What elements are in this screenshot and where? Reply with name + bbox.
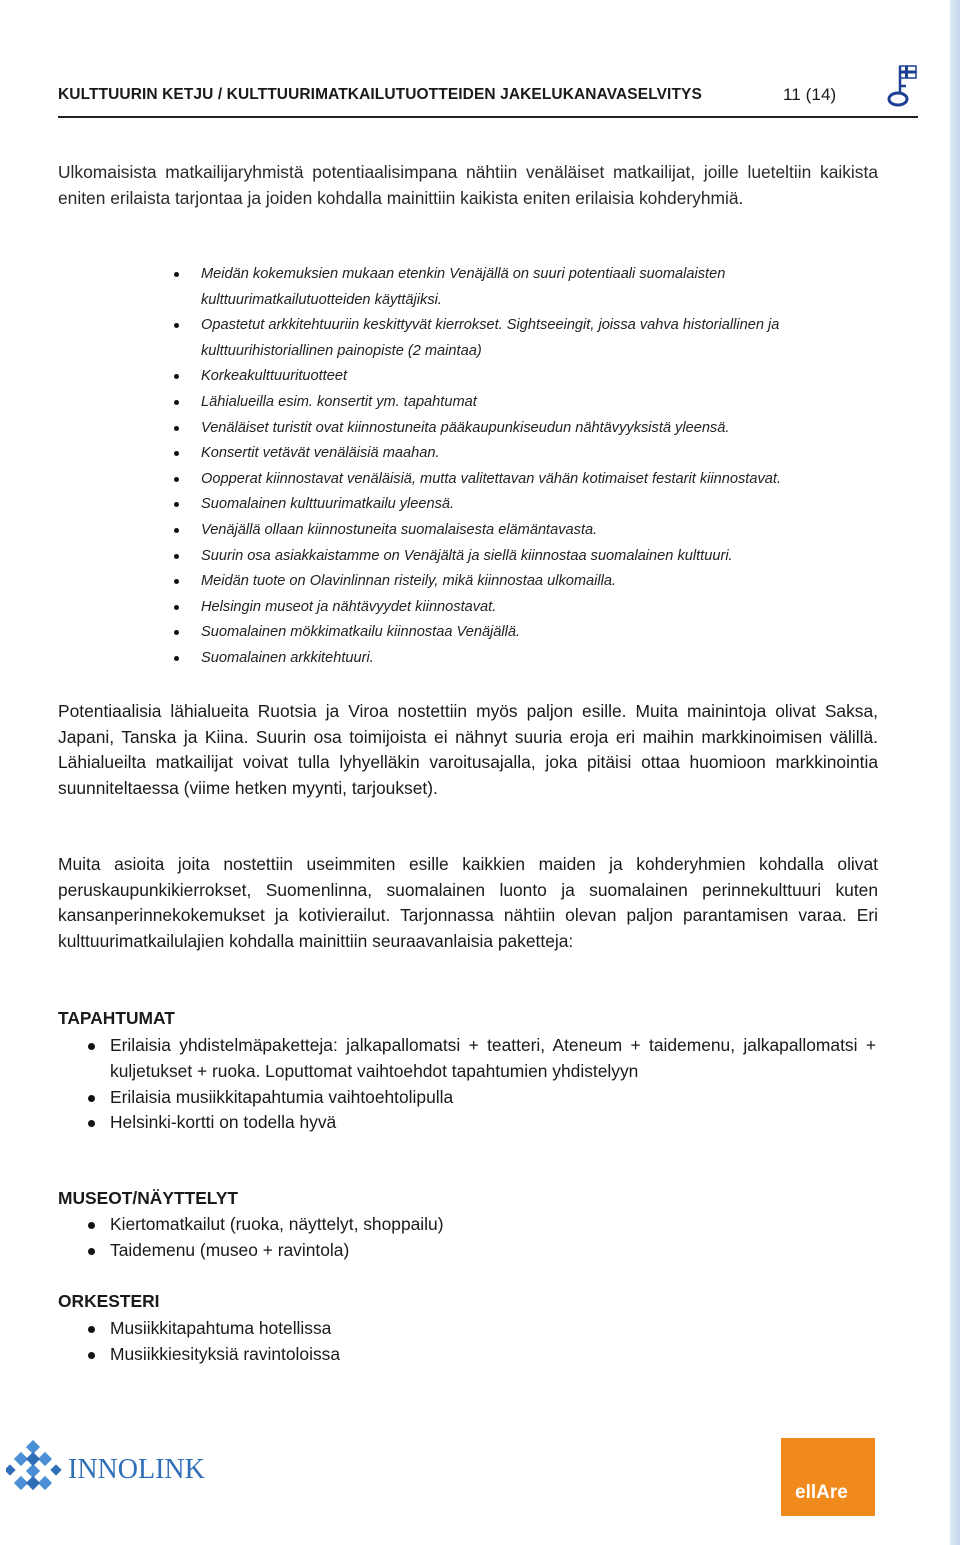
document-title: KULTTUURIN KETJU / KULTTUURIMATKAILUTUOTTEIDEN JAKELUKANAVASELVITYS <box>58 86 702 103</box>
section-title-tapahtumat: TAPAHTUMAT <box>58 1008 175 1028</box>
page-header <box>58 84 858 108</box>
section-title-museot: MUSEOT/NÄYTTELYT <box>58 1188 239 1208</box>
list-item: Venäjällä ollaan kiinnostuneita suomalaisesta elämäntavasta. <box>58 518 888 544</box>
list-item: Korkeakulttuurituotteet <box>58 364 888 390</box>
list-item: Meidän tuote on Olavinlinnan risteily, mikä kiinnostaa ulkomailla. <box>58 569 888 595</box>
intro-paragraph: Ulkomaisista matkailijaryhmistä potentiaalisimpana nähtiin venäläiset matkailijat, joille lueteltiin kaikista eniten erilaista tarjontaa ja joiden kohdalla mainittiin kaikista eniten erilaisia kohderyhmiä. <box>58 162 878 208</box>
list-item: Venäläiset turistit ovat kiinnostuneita pääkaupunkiseudun nähtävyyksistä yleensä. <box>58 416 888 442</box>
ellare-logo-text: ellAre <box>795 1482 848 1503</box>
list-item: Suurin osa asiakkaistamme on Venäjältä ja siellä kiinnostaa suomalainen kulttuuri. <box>58 544 888 570</box>
ellare-logo <box>781 1438 875 1516</box>
list-item: Suomalainen mökkimatkailu kiinnostaa Venäjällä. <box>58 620 888 646</box>
header-rule <box>58 116 918 118</box>
quote-list <box>58 262 888 672</box>
list-item: Taidemenu (museo + ravintola) <box>58 1238 888 1264</box>
list-item: Konsertit vetävät venäläisiä maahan. <box>58 441 888 467</box>
list-item: Oopperat kiinnostavat venäläisiä, mutta valitettavan vähän kotimaiset festarit kiinnostavat. <box>58 467 888 493</box>
section-list-orkesteri <box>58 1316 888 1368</box>
list-item: Erilaisia yhdistelmäpaketteja: jalkapallomatsi + teatteri, Ateneum + taidemenu, jalkapallomatsi + kuljetukset + ruoka. Loputtomat vaihtoehdot tapahtumien yhdistelyyn <box>58 1033 888 1085</box>
list-item: Opastetut arkkitehtuuriin keskittyvät kierrokset. Sightseeingit, joissa vahva historiallinen ja kulttuurihistoriallinen painopiste (2 maintaa) <box>58 313 888 364</box>
list-item: Helsingin museot ja nähtävyydet kiinnostavat. <box>58 595 888 621</box>
list-item: Erilaisia musiikkitapahtumia vaihtoehtolipulla <box>58 1085 888 1111</box>
paragraph-common-topics: Muita asioita joita nostettiin useimmiten esille kaikkien maiden ja kohderyhmien kohdalla olivat peruskaupunkikierrokset, Suomenlinna, suomalainen luonto ja suomalainen perinnekulttuuri kuten kansanperinnekokemukset ja kotivierailut. Tarjonnassa nähtiin olevan paljon parantamisen varaa. Eri kulttuurimatkailulajien kohdalla mainittiin seuraavanlaisia paketteja: <box>58 854 878 951</box>
list-item: Lähialueilla esim. konsertit ym. tapahtumat <box>58 390 888 416</box>
finnish-flag-key-icon <box>884 64 920 108</box>
page-edge-bar <box>950 0 960 1545</box>
list-item: Musiikkitapahtuma hotellissa <box>58 1316 888 1342</box>
section-title-orkesteri: ORKESTERI <box>58 1291 160 1311</box>
section-list-tapahtumat <box>58 1033 888 1136</box>
list-item: Meidän kokemuksien mukaan etenkin Venäjällä on suuri potentiaali suomalaisten kulttuurimatkailutuotteiden käyttäjiksi. <box>58 262 888 313</box>
page-number: 11 (14) <box>783 85 837 104</box>
paragraph-nearby-markets: Potentiaalisia lähialueita Ruotsia ja Viroa nostettiin myös paljon esille. Muita mainintoja olivat Saksa, Japani, Tanska ja Kiina. Suurin osa toimijoista ei nähnyt suuria eroja eri maihin markkinoimisen välillä. Lähialueilta matkailijat voivat tulla lyhyelläkin varoitusajalla, joka pitäisi ottaa huomioon markkinointia suunniteltaessa (viime hetken myynti, tarjoukset). <box>58 701 878 798</box>
innolink-logo <box>6 1440 226 1496</box>
innolink-logo-text: INNOLINK <box>68 1454 205 1485</box>
list-item: Suomalainen kulttuurimatkailu yleensä. <box>58 492 888 518</box>
list-item: Helsinki-kortti on todella hyvä <box>58 1110 888 1136</box>
list-item: Musiikkiesityksiä ravintoloissa <box>58 1342 888 1368</box>
list-item: Kiertomatkailut (ruoka, näyttelyt, shoppailu) <box>58 1212 888 1238</box>
list-item: Suomalainen arkkitehtuuri. <box>58 646 888 672</box>
section-list-museot <box>58 1212 888 1264</box>
